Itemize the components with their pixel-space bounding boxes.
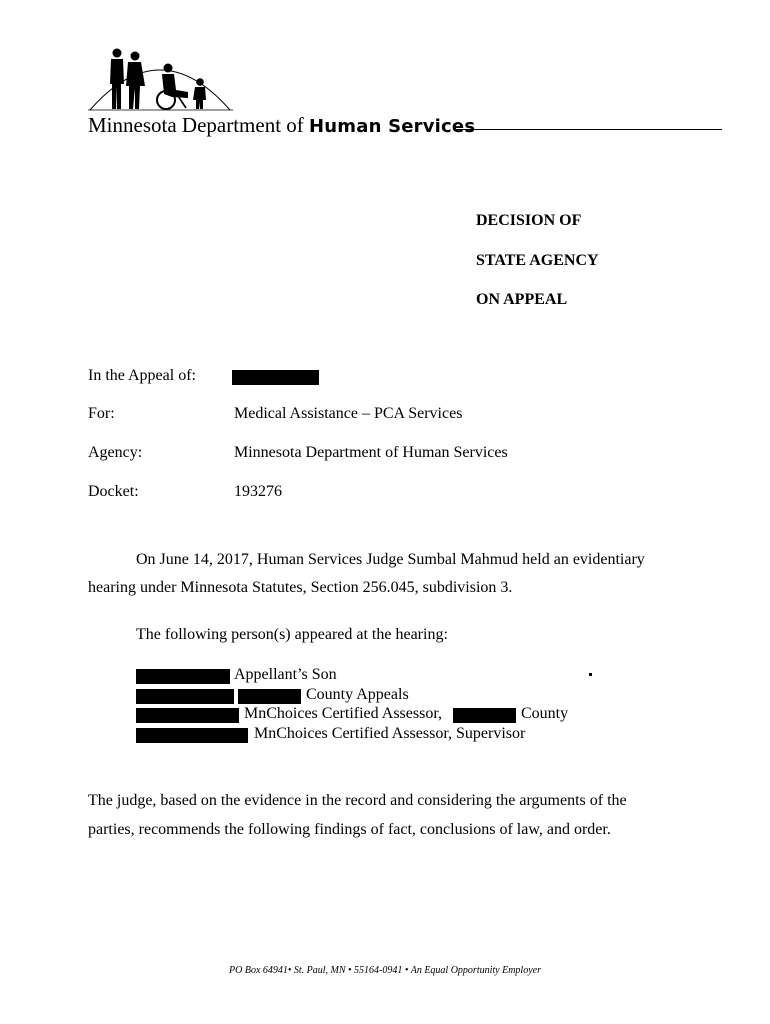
person-2-role: County Appeals [306,686,409,703]
agency-name-regular: Minnesota Department of [88,113,304,137]
person-1-role: Appellant’s Son [234,666,337,683]
for-label: For: [88,405,115,422]
redacted-county-2 [238,689,301,704]
intro-line-1: On June 14, 2017, Human Services Judge Sumbal Mahmud held an evidentiary [136,551,645,568]
redacted-person-2 [136,689,234,704]
header-rule [453,129,722,130]
intro-line-2: hearing under Minnesota Statutes, Section 256.045, subdivision 3. [88,579,513,596]
docket-label: Docket: [88,483,139,500]
person-4-role: MnChoices Certified Assessor, Supervisor [254,725,526,742]
appeal-of-label: In the Appeal of: [88,367,196,384]
agency-name [88,113,475,138]
conclusion-line-2: parties, recommends the following findings of fact, conclusions of law, and order. [88,821,611,838]
agency-label: Agency: [88,444,143,461]
redacted-person-3 [136,708,239,723]
agency-value: Minnesota Department of Human Services [234,444,508,461]
decision-title-line-2: STATE AGENCY [476,252,599,269]
for-value: Medical Assistance – PCA Services [234,405,463,422]
appearances-heading: The following person(s) appeared at the hearing: [136,626,448,643]
person-3-suffix: County [521,705,569,722]
redacted-county-3 [453,708,516,723]
footer-address: PO Box 64941• St. Paul, MN • 55164-0941 • An Equal Opportunity Employer [229,965,541,976]
decision-title-line-1: DECISION OF [476,212,582,229]
decision-title-line-3: ON APPEAL [476,291,568,308]
agency-name-bold: Human Services [309,116,476,137]
person-3-role: MnChoices Certified Assessor, [244,705,443,722]
conclusion-line-1: The judge, based on the evidence in the record and considering the arguments of the [88,792,627,809]
stray-mark [589,673,592,676]
redacted-person-4 [136,728,248,743]
docket-value: 193276 [234,483,282,500]
redacted-person-1 [136,669,230,684]
dhs-logo [88,42,233,118]
redacted-appellant-name [232,370,319,385]
